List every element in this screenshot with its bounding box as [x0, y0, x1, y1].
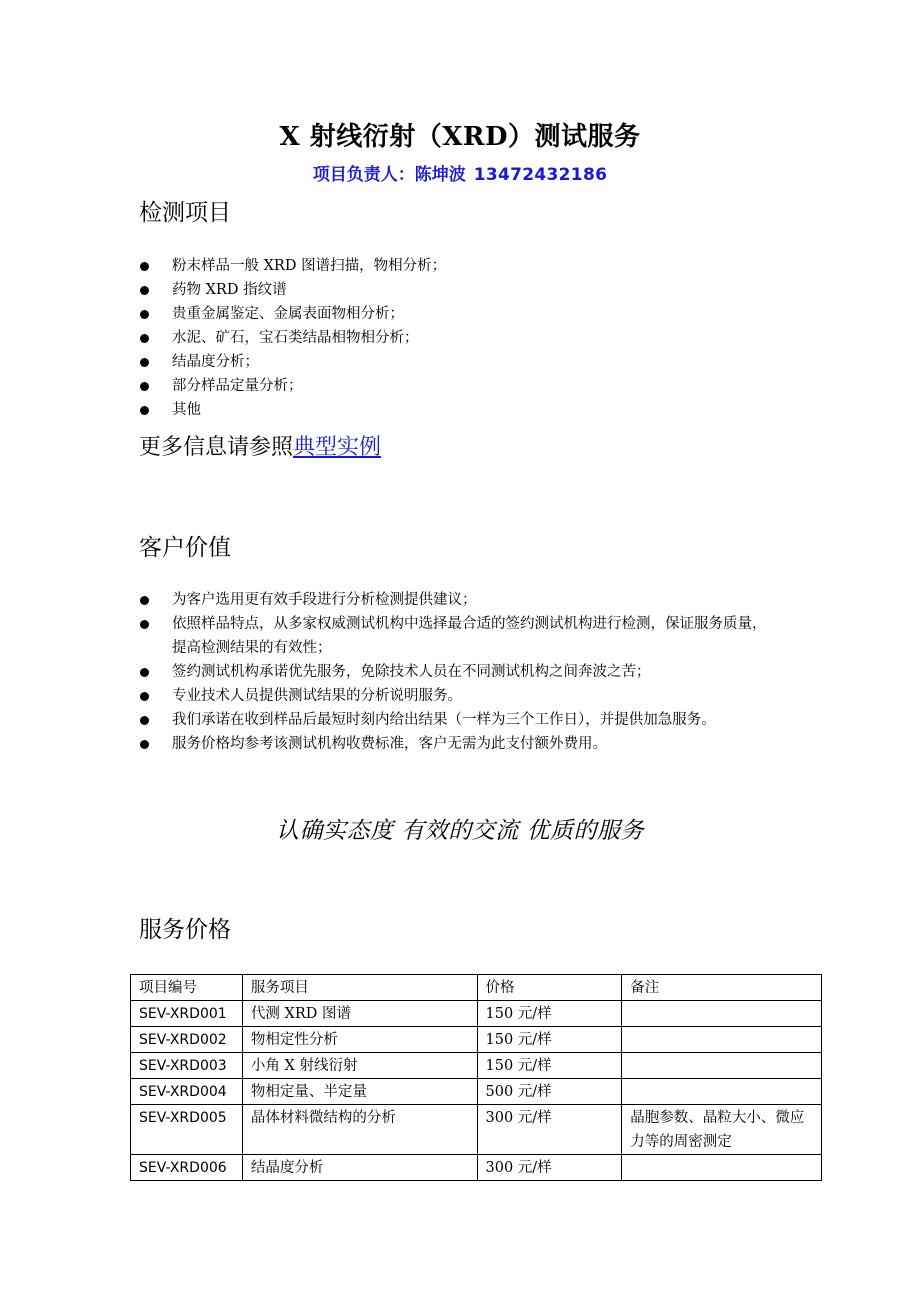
cell-item: 代测 XRD 图谱	[242, 1001, 477, 1027]
list-item: 其他	[139, 398, 799, 422]
list-item: 服务价格均参考该测试机构收费标准，客户无需为此支付额外费用。	[139, 732, 799, 756]
motto: 认确实态度 有效的交流 优质的服务	[275, 818, 645, 844]
list-item: 为客户选用更有效手段进行分析检测提供建议；	[139, 588, 799, 612]
cell-code: SEV-XRD005	[131, 1105, 243, 1155]
price-table	[130, 974, 822, 1181]
contact-phone: 13472432186	[473, 165, 608, 185]
list-item: 我们承诺在收到样品后最短时刻内给出结果（一样为三个工作日），并提供加急服务。	[139, 708, 799, 732]
bullet-icon	[140, 668, 149, 677]
column-header: 备注	[622, 975, 822, 1001]
cell-note	[622, 1079, 822, 1105]
cell-code: SEV-XRD003	[131, 1053, 243, 1079]
list-item: 依照样品特点，从多家权威测试机构中选择最合适的签约测试机构进行检测，保证服务质量，提高检测结果的有效性；	[139, 612, 799, 660]
cell-code: SEV-XRD004	[131, 1079, 243, 1105]
cell-item: 晶体材料微结构的分析	[242, 1105, 477, 1155]
bullet-icon	[140, 286, 149, 295]
table-row	[131, 1027, 822, 1053]
cell-item: 小角 X 射线衍射	[242, 1053, 477, 1079]
section-heading-value: 客户价值	[139, 535, 231, 561]
list-item: 签约测试机构承诺优先服务，免除技术人员在不同测试机构之间奔波之苦；	[139, 660, 799, 684]
list-item: 水泥、矿石，宝石类结晶相物相分析；	[139, 326, 799, 350]
cell-note	[622, 1053, 822, 1079]
cell-note	[622, 1155, 822, 1181]
cell-price: 150 元/样	[477, 1053, 622, 1079]
table-row	[131, 1053, 822, 1079]
section-heading-items: 检测项目	[139, 200, 231, 226]
table-row	[131, 1105, 822, 1155]
list-item: 粉末样品一般 XRD 图谱扫描，物相分析；	[139, 254, 799, 278]
bullet-icon	[140, 716, 149, 725]
cell-note	[622, 1001, 822, 1027]
bullet-icon	[140, 596, 149, 605]
table-row	[131, 1079, 822, 1105]
cell-note: 晶胞参数、晶粒大小、微应力等的周密测定	[622, 1105, 822, 1155]
typical-examples-link[interactable]: 典型实例	[293, 435, 382, 460]
list-item: 专业技术人员提供测试结果的分析说明服务。	[139, 684, 799, 708]
more-info-line	[139, 430, 381, 461]
cell-note	[622, 1027, 822, 1053]
column-header: 项目编号	[131, 975, 243, 1001]
cell-item: 物相定性分析	[242, 1027, 477, 1053]
bullet-icon	[140, 382, 149, 391]
bullet-icon	[140, 406, 149, 415]
cell-price: 500 元/样	[477, 1079, 622, 1105]
cell-item: 结晶度分析	[242, 1155, 477, 1181]
contact-line	[0, 160, 920, 185]
cell-price: 300 元/样	[477, 1105, 622, 1155]
list-item: 部分样品定量分析；	[139, 374, 799, 398]
list-item: 结晶度分析；	[139, 350, 799, 374]
table-header-row	[131, 975, 822, 1001]
table-row	[131, 1155, 822, 1181]
cell-code: SEV-XRD001	[131, 1001, 243, 1027]
customer-value-list	[139, 588, 799, 756]
bullet-icon	[140, 620, 149, 629]
bullet-icon	[140, 740, 149, 749]
bullet-icon	[140, 334, 149, 343]
bullet-icon	[140, 692, 149, 701]
more-info-text: 更多信息请参照	[139, 435, 294, 460]
column-header: 服务项目	[242, 975, 477, 1001]
cell-code: SEV-XRD002	[131, 1027, 243, 1053]
cell-item: 物相定量、半定量	[242, 1079, 477, 1105]
cell-code: SEV-XRD006	[131, 1155, 243, 1181]
table-row	[131, 1001, 822, 1027]
bullet-icon	[140, 358, 149, 367]
list-item: 药物 XRD 指纹谱	[139, 278, 799, 302]
column-header: 价格	[477, 975, 622, 1001]
contact-label: 项目负责人：陈坤波	[312, 165, 466, 185]
bullet-icon	[140, 310, 149, 319]
cell-price: 150 元/样	[477, 1001, 622, 1027]
cell-price: 300 元/样	[477, 1155, 622, 1181]
list-item: 贵重金属鉴定、金属表面物相分析；	[139, 302, 799, 326]
test-items-list	[139, 254, 799, 422]
section-heading-pricing: 服务价格	[139, 917, 231, 943]
cell-price: 150 元/样	[477, 1027, 622, 1053]
bullet-icon	[140, 262, 149, 271]
page-title: X 射线衍射（XRD）测试服务	[279, 122, 641, 152]
